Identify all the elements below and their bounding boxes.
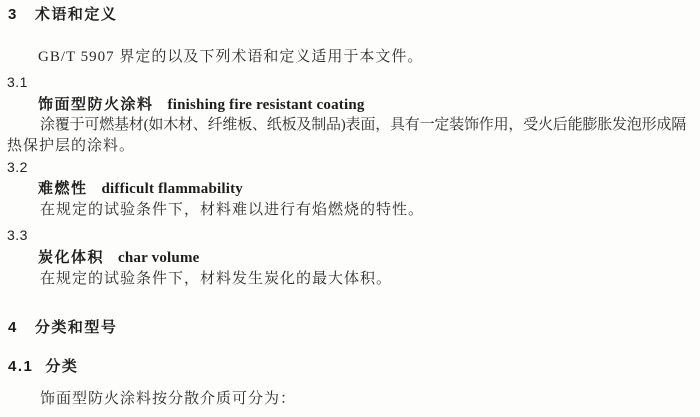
definition-3-1-line-2: 热保护层的涂料。 bbox=[7, 138, 136, 154]
term-3-1-english: finishing fire resistant coating bbox=[167, 97, 365, 113]
definition-3-3-line-1: 在规定的试验条件下，材料发生炭化的最大体积。 bbox=[40, 271, 393, 287]
section-3-title: 术语和定义 bbox=[34, 6, 118, 23]
term-3-1-chinese: 饰面型防火涂料 bbox=[38, 96, 154, 113]
clause-3-1-term bbox=[38, 97, 365, 113]
definition-3-1-line-1: 涂覆于可燃基材(如木材、纤维板、纸板及制品)表面，具有一定装饰作用，受火后能膨胀发泡形成隔 bbox=[40, 117, 686, 133]
section-3-intro: GB/T 5907 界定的以及下列术语和定义适用于本文件。 bbox=[38, 49, 424, 65]
section-3-number: 3 bbox=[8, 6, 18, 23]
term-3-3-chinese: 炭化体积 bbox=[38, 249, 105, 266]
term-3-3-english: char volume bbox=[118, 250, 200, 266]
section-3-heading bbox=[8, 7, 117, 22]
section-4-number: 4 bbox=[8, 319, 18, 336]
clause-3-2-number: 3.2 bbox=[7, 159, 28, 175]
section-4-1-heading bbox=[8, 359, 78, 374]
section-4-1-body: 饰面型防火涂料按分散介质可分为： bbox=[40, 391, 297, 407]
section-4-heading bbox=[8, 320, 117, 335]
definition-3-2-line-1: 在规定的试验条件下，材料难以进行有焰燃烧的特性。 bbox=[40, 202, 425, 218]
clause-3-3-number: 3.3 bbox=[7, 227, 28, 243]
term-3-2-chinese: 难燃性 bbox=[38, 180, 88, 197]
section-4-title: 分类和型号 bbox=[34, 319, 118, 336]
clause-3-3-term bbox=[38, 250, 200, 266]
clause-3-1-number: 3.1 bbox=[7, 74, 28, 90]
clause-3-2-term bbox=[38, 181, 243, 197]
term-3-2-english: difficult flammability bbox=[101, 181, 243, 197]
section-4-1-title: 分类 bbox=[45, 358, 79, 375]
section-4-1-number: 4.1 bbox=[8, 358, 34, 375]
